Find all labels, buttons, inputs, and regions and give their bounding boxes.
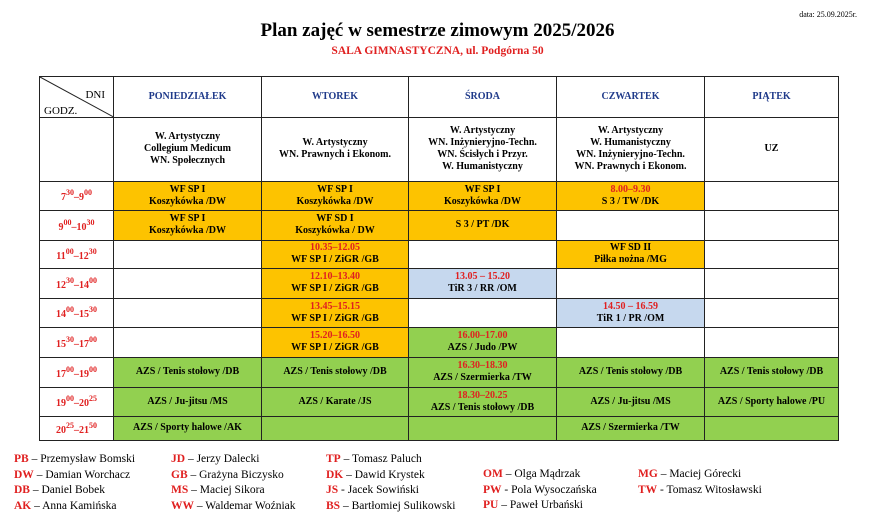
time-slot: $17^{00}-19^{00}$ (40, 357, 114, 388)
time-slot: $19^{00}-20^{25}$ (40, 388, 114, 416)
faculty-line: W. Artystyczny (449, 125, 516, 137)
day-header-tuesday: WTOREK (262, 77, 409, 118)
day-header-friday: PIĄTEK (705, 77, 839, 118)
faculty-line: WN. Prawnych i Ekonom. (574, 161, 687, 173)
time-slot: $14^{00}-15^{30}$ (40, 298, 114, 327)
page-title: Plan zajęć w semestrze zimowym 2025/2026 (260, 20, 615, 41)
class-cell: 18.30–20.25 AZS / Tenis stołowy /DB (409, 388, 557, 416)
legend-item: DW – Damian Worchacz (14, 468, 131, 481)
class-cell: 14.50 – 16.59 TiR 1 / PR /OM (557, 298, 705, 327)
schedule-row (40, 240, 839, 268)
empty-cell (409, 240, 557, 268)
empty-cell (705, 211, 839, 240)
legend-item: PB – Przemysław Bomski (14, 453, 136, 465)
faculties-row (40, 117, 839, 181)
class-cell: AZS / Szermierka /TW (557, 416, 705, 440)
time-slot: $9^{00}-10^{30}$ (40, 211, 114, 240)
class-cell: 13.45–15.15 WF SP I / ZiGR /GB (262, 298, 409, 327)
class-cell (262, 416, 409, 440)
class-cell (705, 416, 839, 440)
faculty-line: WN. Prawnych i Ekonom. (279, 149, 391, 161)
day-header-monday: PONIEDZIAŁEK (114, 77, 262, 118)
class-cell: 12.10–13.40 WF SP I / ZiGR /GB (262, 269, 409, 298)
legend-item: PU – Paweł Urbański (483, 499, 583, 511)
class-cell: AZS / Tenis stołowy /DB (705, 357, 839, 388)
faculties-row-label (40, 117, 114, 181)
legend-item: WW – Waldemar Woźniak (171, 499, 296, 512)
faculty-line: WN. Inżynieryjno-Techn. (428, 137, 537, 149)
schedule-row (40, 328, 839, 357)
faculties-wednesday (409, 117, 557, 181)
empty-cell (114, 298, 262, 327)
faculty-line: Collegium Medicum (144, 143, 231, 155)
legend-item: DK – Dawid Krystek (326, 468, 425, 481)
faculty-line: W. Humanistyczny (590, 137, 671, 149)
class-cell: WF SD I Koszykówka / DW (262, 211, 409, 240)
empty-cell (705, 328, 839, 357)
legend-item: AK – Anna Kamińska (14, 499, 117, 512)
class-cell: WF SD II Piłka nożna /MG (557, 240, 705, 268)
faculties-tuesday (262, 117, 409, 181)
legend-column (171, 452, 296, 514)
class-cell: AZS / Sporty halowe /PU (705, 388, 839, 416)
empty-cell (114, 328, 262, 357)
schedule-row (40, 416, 839, 440)
faculties-thursday (557, 117, 705, 181)
legend-item: TW - Tomasz Witosławski (638, 483, 762, 496)
legend-item: DB – Daniel Bobek (14, 484, 106, 496)
legend-item: MS – Maciej Sikora (171, 484, 265, 496)
schedule-row (40, 269, 839, 298)
day-header-wednesday: ŚRODA (409, 77, 557, 118)
class-cell: AZS / Ju-jitsu /MS (557, 388, 705, 416)
empty-cell (114, 240, 262, 268)
class-cell (409, 416, 557, 440)
class-cell: 8.00–9.30 S 3 / TW /DK (557, 181, 705, 210)
class-cell: AZS / Tenis stołowy /DB (114, 357, 262, 388)
schedule-table (39, 76, 839, 441)
class-cell: 10.35–12.05 WF SP I / ZiGR /GB (262, 240, 409, 268)
faculties-monday (114, 117, 262, 181)
page-subtitle: SALA GIMNASTYCZNA, ul. Podgórna 50 (331, 45, 544, 57)
faculties-friday (705, 117, 839, 181)
faculty-line: W. Humanistyczny (442, 161, 523, 173)
class-cell: S 3 / PT /DK (409, 211, 557, 240)
hours-axis-label: GODZ. (44, 105, 78, 117)
faculty-line: UZ (764, 143, 779, 155)
legend-column (326, 452, 455, 514)
legend-column (14, 452, 135, 514)
class-cell: WF SP I Koszykówka /DW (114, 181, 262, 210)
faculty-line: W. Artystyczny (302, 137, 368, 149)
empty-cell (705, 181, 839, 210)
class-cell: 15.20–16.50 WF SP I / ZiGR /GB (262, 328, 409, 357)
print-date: data: 25.09.2025r. (799, 10, 857, 19)
class-cell: WF SP I Koszykówka /DW (114, 211, 262, 240)
class-cell: AZS / Karate /JS (262, 388, 409, 416)
class-cell: 13.05 – 15.20 TiR 3 / RR /OM (409, 269, 557, 298)
legend-item: JD – Jerzy Dalecki (171, 453, 260, 465)
day-header-thursday: CZWARTEK (557, 77, 705, 118)
empty-cell (705, 269, 839, 298)
time-slot: $11^{00}-12^{30}$ (40, 240, 114, 268)
empty-cell (557, 328, 705, 357)
schedule-row (40, 298, 839, 327)
empty-cell (557, 211, 705, 240)
corner-cell (40, 77, 114, 118)
schedule-row (40, 388, 839, 416)
class-cell: AZS / Sporty halowe /AK (114, 416, 262, 440)
time-slot: $20^{25}-21^{50}$ (40, 416, 114, 440)
days-header-row (40, 77, 839, 118)
faculty-line: W. Artystyczny (597, 125, 664, 137)
class-cell: AZS / Tenis stołowy /DB (557, 357, 705, 388)
schedule-row (40, 357, 839, 388)
faculty-line: WN. Społecznych (150, 155, 225, 167)
class-cell: 16.00–17.00 AZS / Judo /PW (409, 328, 557, 357)
legend-item: BS – Bartłomiej Sulikowski (326, 499, 456, 512)
time-slot: $15^{30}-17^{00}$ (40, 328, 114, 357)
class-cell: WF SP I Koszykówka /DW (409, 181, 557, 210)
empty-cell (114, 269, 262, 298)
legend-item: GB – Grażyna Biczysko (171, 468, 284, 481)
class-cell: 16.30–18.30 AZS / Szermierka /TW (409, 357, 557, 388)
empty-cell (705, 298, 839, 327)
time-slot: $12^{30}-14^{00}$ (40, 269, 114, 298)
empty-cell (705, 240, 839, 268)
faculty-line: WN. Ścisłych i Przyr. (437, 149, 528, 161)
class-cell: WF SP I Koszykówka /DW (262, 181, 409, 210)
legend-item: PW - Pola Wysoczańska (483, 483, 597, 496)
days-axis-label: DNI (85, 89, 105, 101)
legend-column (638, 467, 762, 498)
legend-item: OM – Olga Mądrzak (483, 468, 581, 480)
class-cell: AZS / Tenis stołowy /DB (262, 357, 409, 388)
schedule-row (40, 211, 839, 240)
legend-item: JS - Jacek Sowiński (326, 484, 419, 496)
empty-cell (557, 269, 705, 298)
legend-item: MG – Maciej Górecki (638, 468, 742, 480)
time-slot: $7^{30}-9^{00}$ (40, 181, 114, 210)
empty-cell (409, 298, 557, 327)
faculty-line: WN. Inżynieryjno-Techn. (576, 149, 685, 161)
legend-item: TP – Tomasz Paluch (326, 453, 422, 465)
legend-column (483, 467, 597, 514)
class-cell: AZS / Ju-jitsu /MS (114, 388, 262, 416)
schedule-row (40, 181, 839, 210)
faculty-line: W. Artystyczny (154, 131, 221, 143)
